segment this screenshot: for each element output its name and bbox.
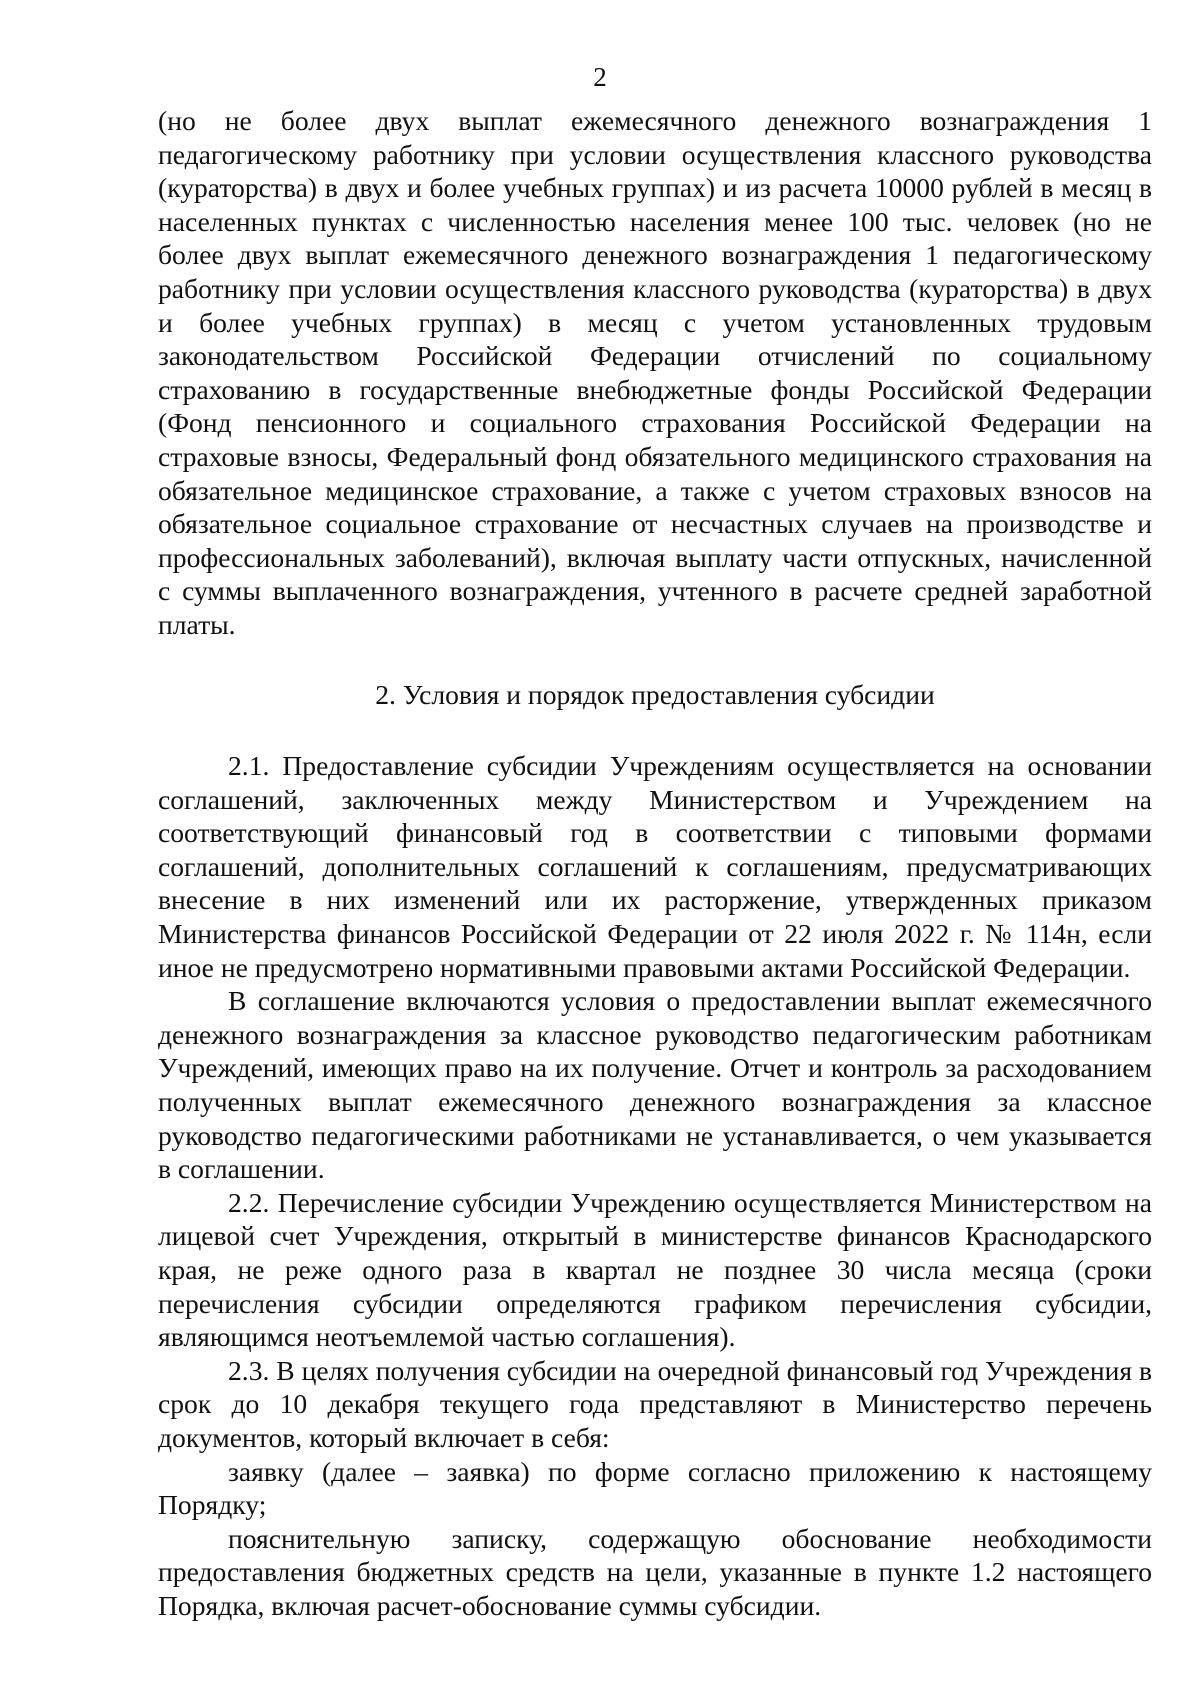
section-heading: 2. Условия и порядок предоставления субсидии (375, 678, 935, 710)
paragraph-2-3: 2.3. В целях получения субсидии на очередной финансовый год Учреждения в срок до 10 декабря текущего года представляют в Министерство перечень документов, который включает в себя: (158, 1354, 1152, 1453)
paragraph-2-1: 2.1. Предоставление субсидии Учреждениям осуществляется на основании соглашений, заключенных между Министерством и Учреждением на соответствующий финансовый год в соответствии с типовыми формами соглашений, дополнительных соглашений к соглашениям, предусматривающих внесение в них изменений или их расторжение, утвержденных приказом Министерства финансов Российской Федерации от 22 июля 2022 г. № 114н, если иное не предусмотрено нормативными правовыми актами Российской Федерации. (158, 750, 1152, 983)
page-number: 2 (593, 62, 607, 92)
list-item-application: заявку (далее – заявка) по форме согласно приложению к настоящему Порядку; (158, 1455, 1152, 1521)
paragraph-continuation: (но не более двух выплат ежемесячного денежного вознаграждения 1 педагогическому работнику при условии осуществления классного руководства (кураторства) в двух и более учебных группах) и из расчета 10000 рублей в месяц в населенных пунктах с численностью населения менее 100 тыс. человек (но не более двух выплат ежемесячного денежного вознаграждения 1 педагогическому работнику при условии осуществления классного руководства (кураторства) в двух и более учебных группах) в месяц с учетом установленных трудовым законодательством Российской Федерации отчислений по социальному страхованию в государственные внебюджетные фонды Российской Федерации (Фонд пенсионного и социального страхования Российской Федерации на страховые взносы, Федеральный фонд обязательного медицинского страхования на обязательное медицинское страхование, а также с учетом страховых взносов на обязательное социальное страхование от несчастных случаев на производстве и профессиональных заболеваний), включая выплату части отпускных, начисленной с суммы выплаченного вознаграждения, учтенного в расчете средней заработной платы. (158, 105, 1152, 640)
document-body (158, 104, 1152, 1623)
paragraph-agreement-conditions: В соглашение включаются условия о предоставлении выплат ежемесячного денежного вознаграждения за классное руководство педагогическим работникам Учреждений, имеющих право на их получение. Отчет и контроль за расходованием полученных выплат ежемесячного денежного вознаграждения за классное руководство педагогическими работниками не устанавливается, о чем указывается в соглашении. (158, 985, 1152, 1185)
list-item-explanatory-note: пояснительную записку, содержащую обоснование необходимости предоставления бюджетных средств на цели, указанные в пункте 1.2 настоящего Порядка, включая расчет-обоснование суммы субсидии. (158, 1522, 1152, 1621)
paragraph-2-2: 2.2. Перечисление субсидии Учреждению осуществляется Министерством на лицевой счет Учреждения, открытый в министерстве финансов Краснодарского края, не реже одного раза в квартал не позднее 30 числа месяца (сроки перечисления субсидии определяются графиком перечисления субсидии, являющимся неотъемлемой частью соглашения). (158, 1186, 1152, 1353)
